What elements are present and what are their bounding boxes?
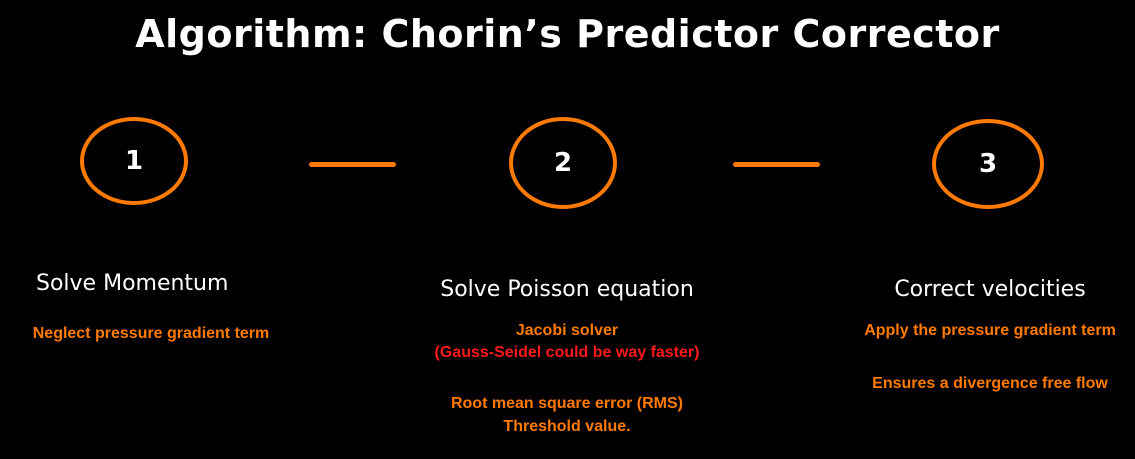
step-2-note-threshold: Threshold value. (503, 418, 631, 435)
step-2-heading: Solve Poisson equation (440, 277, 694, 302)
step-3-heading: Correct velocities (894, 277, 1086, 302)
connector-1-2 (309, 162, 396, 167)
step-2-note-gauss-seidel: (Gauss-Seidel could be way faster) (434, 344, 700, 361)
step-3-note-pressure: Apply the pressure gradient term (864, 322, 1116, 339)
connector-2-3 (733, 162, 820, 167)
step-1-note: Neglect pressure gradient term (32, 325, 270, 342)
step-1-heading: Solve Momentum (36, 271, 229, 296)
step-3-note-divergence: Ensures a divergence free flow (872, 375, 1108, 392)
step-2-note-jacobi: Jacobi solver (515, 322, 619, 339)
step-2-number: 2 (553, 148, 573, 178)
page-title: Algorithm: Chorin’s Predictor Corrector (135, 12, 1000, 56)
step-2-circle (509, 117, 617, 209)
step-1-circle (80, 117, 188, 205)
step-3-number: 3 (978, 149, 998, 179)
step-2-note-rms: Root mean square error (RMS) (450, 395, 684, 412)
step-1-number: 1 (124, 146, 144, 176)
step-3-circle (932, 119, 1044, 209)
